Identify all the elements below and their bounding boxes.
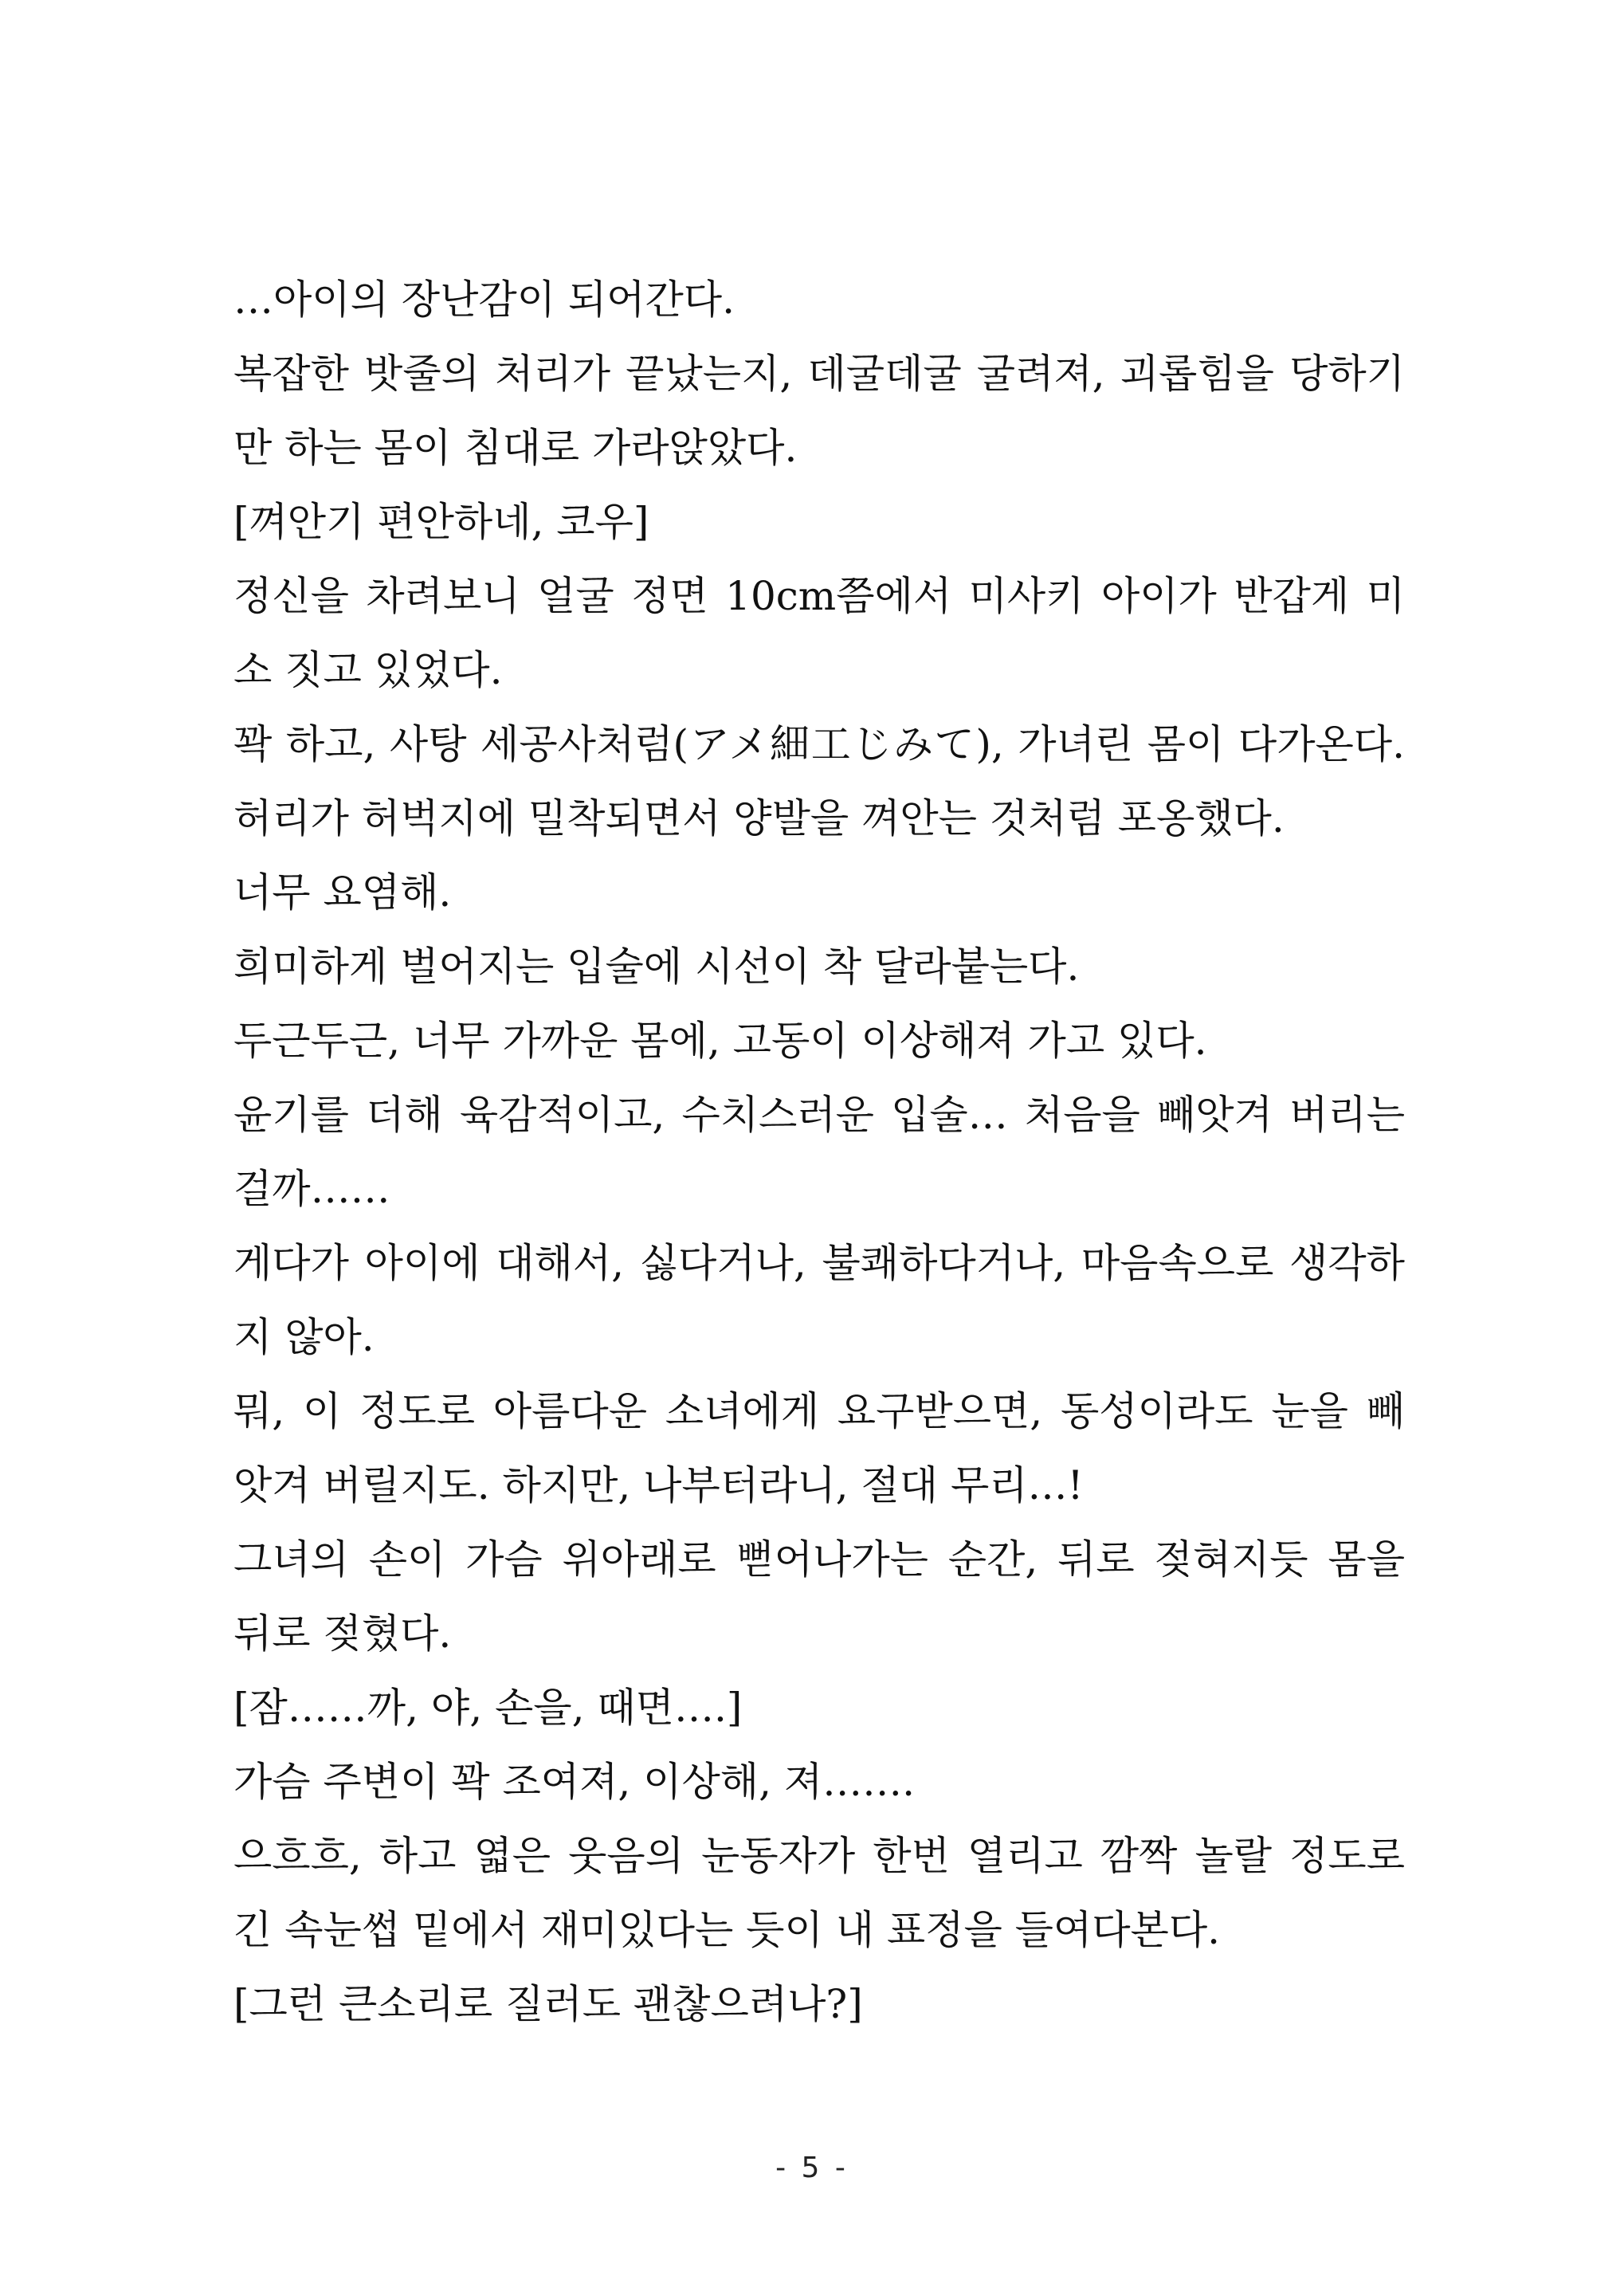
text-line: 게다가 아이에 대해서, 싫다거나, 불쾌하다거나, 마음속으로 생각하 <box>233 1240 1405 1286</box>
text-line: 지 않아. <box>233 1314 375 1360</box>
text-line: 그녀의 손이 가슴 위아래로 뻗어나가는 순간, 뒤로 젖혀지듯 몸을 <box>233 1536 1405 1583</box>
text-line: 가슴 주변이 꽉 조여져, 이상해, 져……. <box>233 1759 916 1805</box>
text-line: 긴 속눈썹 밑에서 재미있다는 듯이 내 표정을 들여다본다. <box>233 1907 1221 1953</box>
text-line: [껴안기 편안하네, 코우] <box>233 499 649 545</box>
text-line: [그런 큰소리로 질러도 괜찮으려나?] <box>233 1981 863 2027</box>
text-line: 만 하는 몸이 침대로 가라앉았다. <box>233 425 798 471</box>
text-line: 뭐, 이 정도로 아름다운 소녀에게 요구받으면, 동성이라도 눈을 빼 <box>233 1388 1405 1434</box>
body-text <box>233 263 1405 2042</box>
text-line: 꽉 하고, 사탕 세공사처럼(アメ細工じみて), 가녀린 몸이 다가온다. <box>233 721 1405 767</box>
text-line: 앗겨 버릴지도. 하지만, 나부터라니, 절대 무리…! <box>233 1462 1084 1508</box>
text-line: 희미하게 벌어지는 입술에 시선이 착 달라붙는다. <box>233 944 1080 990</box>
text-line: 소 짓고 있었다. <box>233 647 503 693</box>
text-line: …아이의 장난감이 되어간다. <box>233 277 735 323</box>
text-line: 정신을 차려보니 얼굴 정면 10cm쯤에서 미사키 아이가 반갑게 미 <box>233 573 1405 619</box>
text-line: 허리가 허벅지에 밀착되면서 양발을 껴안는 것처럼 포옹했다. <box>233 795 1285 842</box>
text-line: 으흐흐, 하고 엷은 웃음의 눈동자가 한번 열리고 깜짝 놀랄 정도로 <box>233 1833 1405 1879</box>
text-line: 걸까…… <box>233 1166 390 1212</box>
text-line: 너무 요염해. <box>233 869 452 916</box>
text-line: 윤기를 더해 육감적이고, 수치스러운 입술… 처음을 빼앗겨 버리는 <box>233 1092 1405 1138</box>
text-line: 복잡한 밧줄의 처리가 끝났는지, 데굴데굴 굴려져, 괴롭힘을 당하기 <box>233 351 1405 397</box>
page-number: - 5 - <box>775 2152 849 2184</box>
text-line: 두근두근, 너무 가까운 몸에, 고동이 이상해져 가고 있다. <box>233 1018 1207 1064</box>
text-line: 뒤로 젖혔다. <box>233 1610 452 1657</box>
text-line: [잠……까, 야, 손을, 때면….] <box>233 1685 743 1731</box>
